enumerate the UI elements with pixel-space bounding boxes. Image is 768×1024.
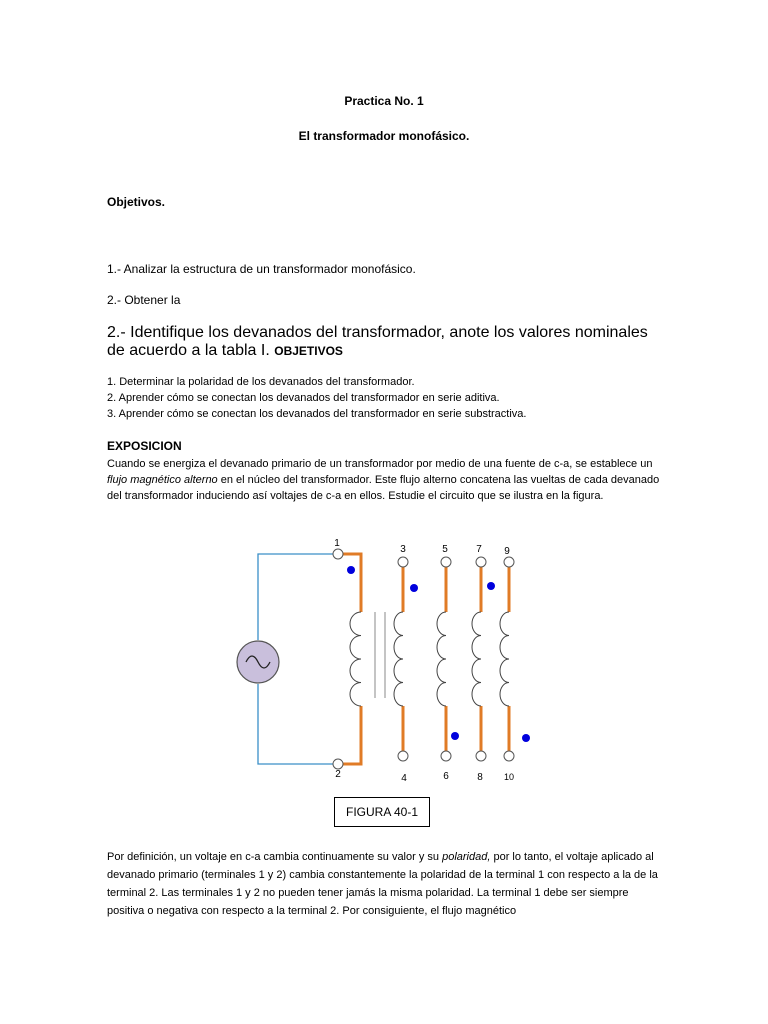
exposicion-text-b: en el núcleo del transformador. Este flujo alterno concatena las vueltas de cada devanado del transformador induciendo así voltajes de c-a en ellos. Estudie el circuito que se ilustra en la figura.	[107, 474, 660, 502]
terminal-label-2: 2	[335, 769, 341, 780]
objective-list-item-3: 3. Aprender cómo se conectan los devanados del transformador en serie substractiva.	[107, 408, 527, 420]
closing-emphasis: polaridad,	[442, 851, 491, 863]
terminal-label-8: 8	[477, 772, 483, 783]
objective-item-2: 2.- Obtener la	[107, 293, 181, 307]
exposicion-emphasis: flujo magnético alterno	[107, 474, 218, 486]
terminal-4	[398, 751, 408, 761]
exposicion-text-a: Cuando se energiza el devanado primario de un transformador por medio de una fuente de c-a, se establece un	[107, 458, 653, 470]
terminal-8	[476, 751, 486, 761]
figure-caption: FIGURA 40-1	[334, 797, 430, 827]
winding-5-6-coil	[437, 612, 446, 706]
ac-source-icon	[237, 641, 279, 683]
closing-paragraph	[107, 848, 659, 920]
closing-text-a: Por definición, un voltaje en c-a cambia continuamente su valor y su	[107, 851, 443, 863]
primary-lead-bottom	[343, 706, 361, 764]
terminal-label-4: 4	[401, 773, 407, 784]
winding-7-8-coil	[472, 612, 481, 706]
winding-3-4-coil	[394, 612, 403, 706]
objective-item-3-bold: OBJETIVOS	[274, 344, 343, 358]
winding-9-10-coil	[500, 612, 509, 706]
objective-item-3-text: 2.- Identifique los devanados del transformador, anote los valores nominales de acuerdo a la tabla I.	[107, 324, 648, 359]
exposicion-heading: EXPOSICION	[107, 439, 182, 453]
objective-item-1: 1.- Analizar la estructura de un transformador monofásico.	[107, 262, 416, 276]
objectives-heading: Objetivos.	[107, 195, 166, 209]
polarity-dot-winding-3-4	[410, 584, 418, 592]
source-wire-top	[258, 554, 337, 640]
primary-lead-top	[343, 554, 361, 612]
terminal-7	[476, 557, 486, 567]
polarity-dot-primary	[347, 566, 355, 574]
terminal-label-10: 10	[503, 772, 515, 782]
terminal-label-1: 1	[334, 538, 340, 549]
terminal-2	[333, 759, 343, 769]
terminal-label-9: 9	[504, 546, 510, 557]
terminal-9	[504, 557, 514, 567]
polarity-dot-winding-9-10	[522, 734, 530, 742]
polarity-dot-winding-5-6	[451, 732, 459, 740]
terminal-label-3: 3	[400, 544, 406, 555]
closing-text-b: por lo tanto, el voltaje aplicado al devanado primario (terminales 1 y 2) cambia constantemente la polaridad de la terminal 1 con respecto a la de la terminal 2. Las terminales 1 y 2 no pueden tener jamás la misma polaridad. La terminal 1 debe ser siempre positiva o negativa con respecto a la terminal 2. Por consiguiente, el flujo magnético	[107, 851, 658, 917]
objective-list-item-2: 2. Aprender cómo se conectan los devanados del transformador en serie aditiva.	[107, 392, 500, 404]
practice-number: Practica No. 1	[344, 94, 424, 108]
terminal-1	[333, 549, 343, 559]
terminal-label-7: 7	[476, 544, 482, 555]
terminal-3	[398, 557, 408, 567]
objective-list-item-1: 1. Determinar la polaridad de los devanados del transformador.	[107, 376, 415, 388]
terminal-6	[441, 751, 451, 761]
terminal-10	[504, 751, 514, 761]
primary-coil	[350, 612, 361, 706]
page-title: El transformador monofásico.	[298, 129, 470, 143]
terminal-label-6: 6	[443, 771, 449, 782]
polarity-dot-winding-7-8	[487, 582, 495, 590]
source-wire-bottom	[258, 684, 337, 764]
terminal-label-5: 5	[442, 544, 448, 555]
terminal-5	[441, 557, 451, 567]
